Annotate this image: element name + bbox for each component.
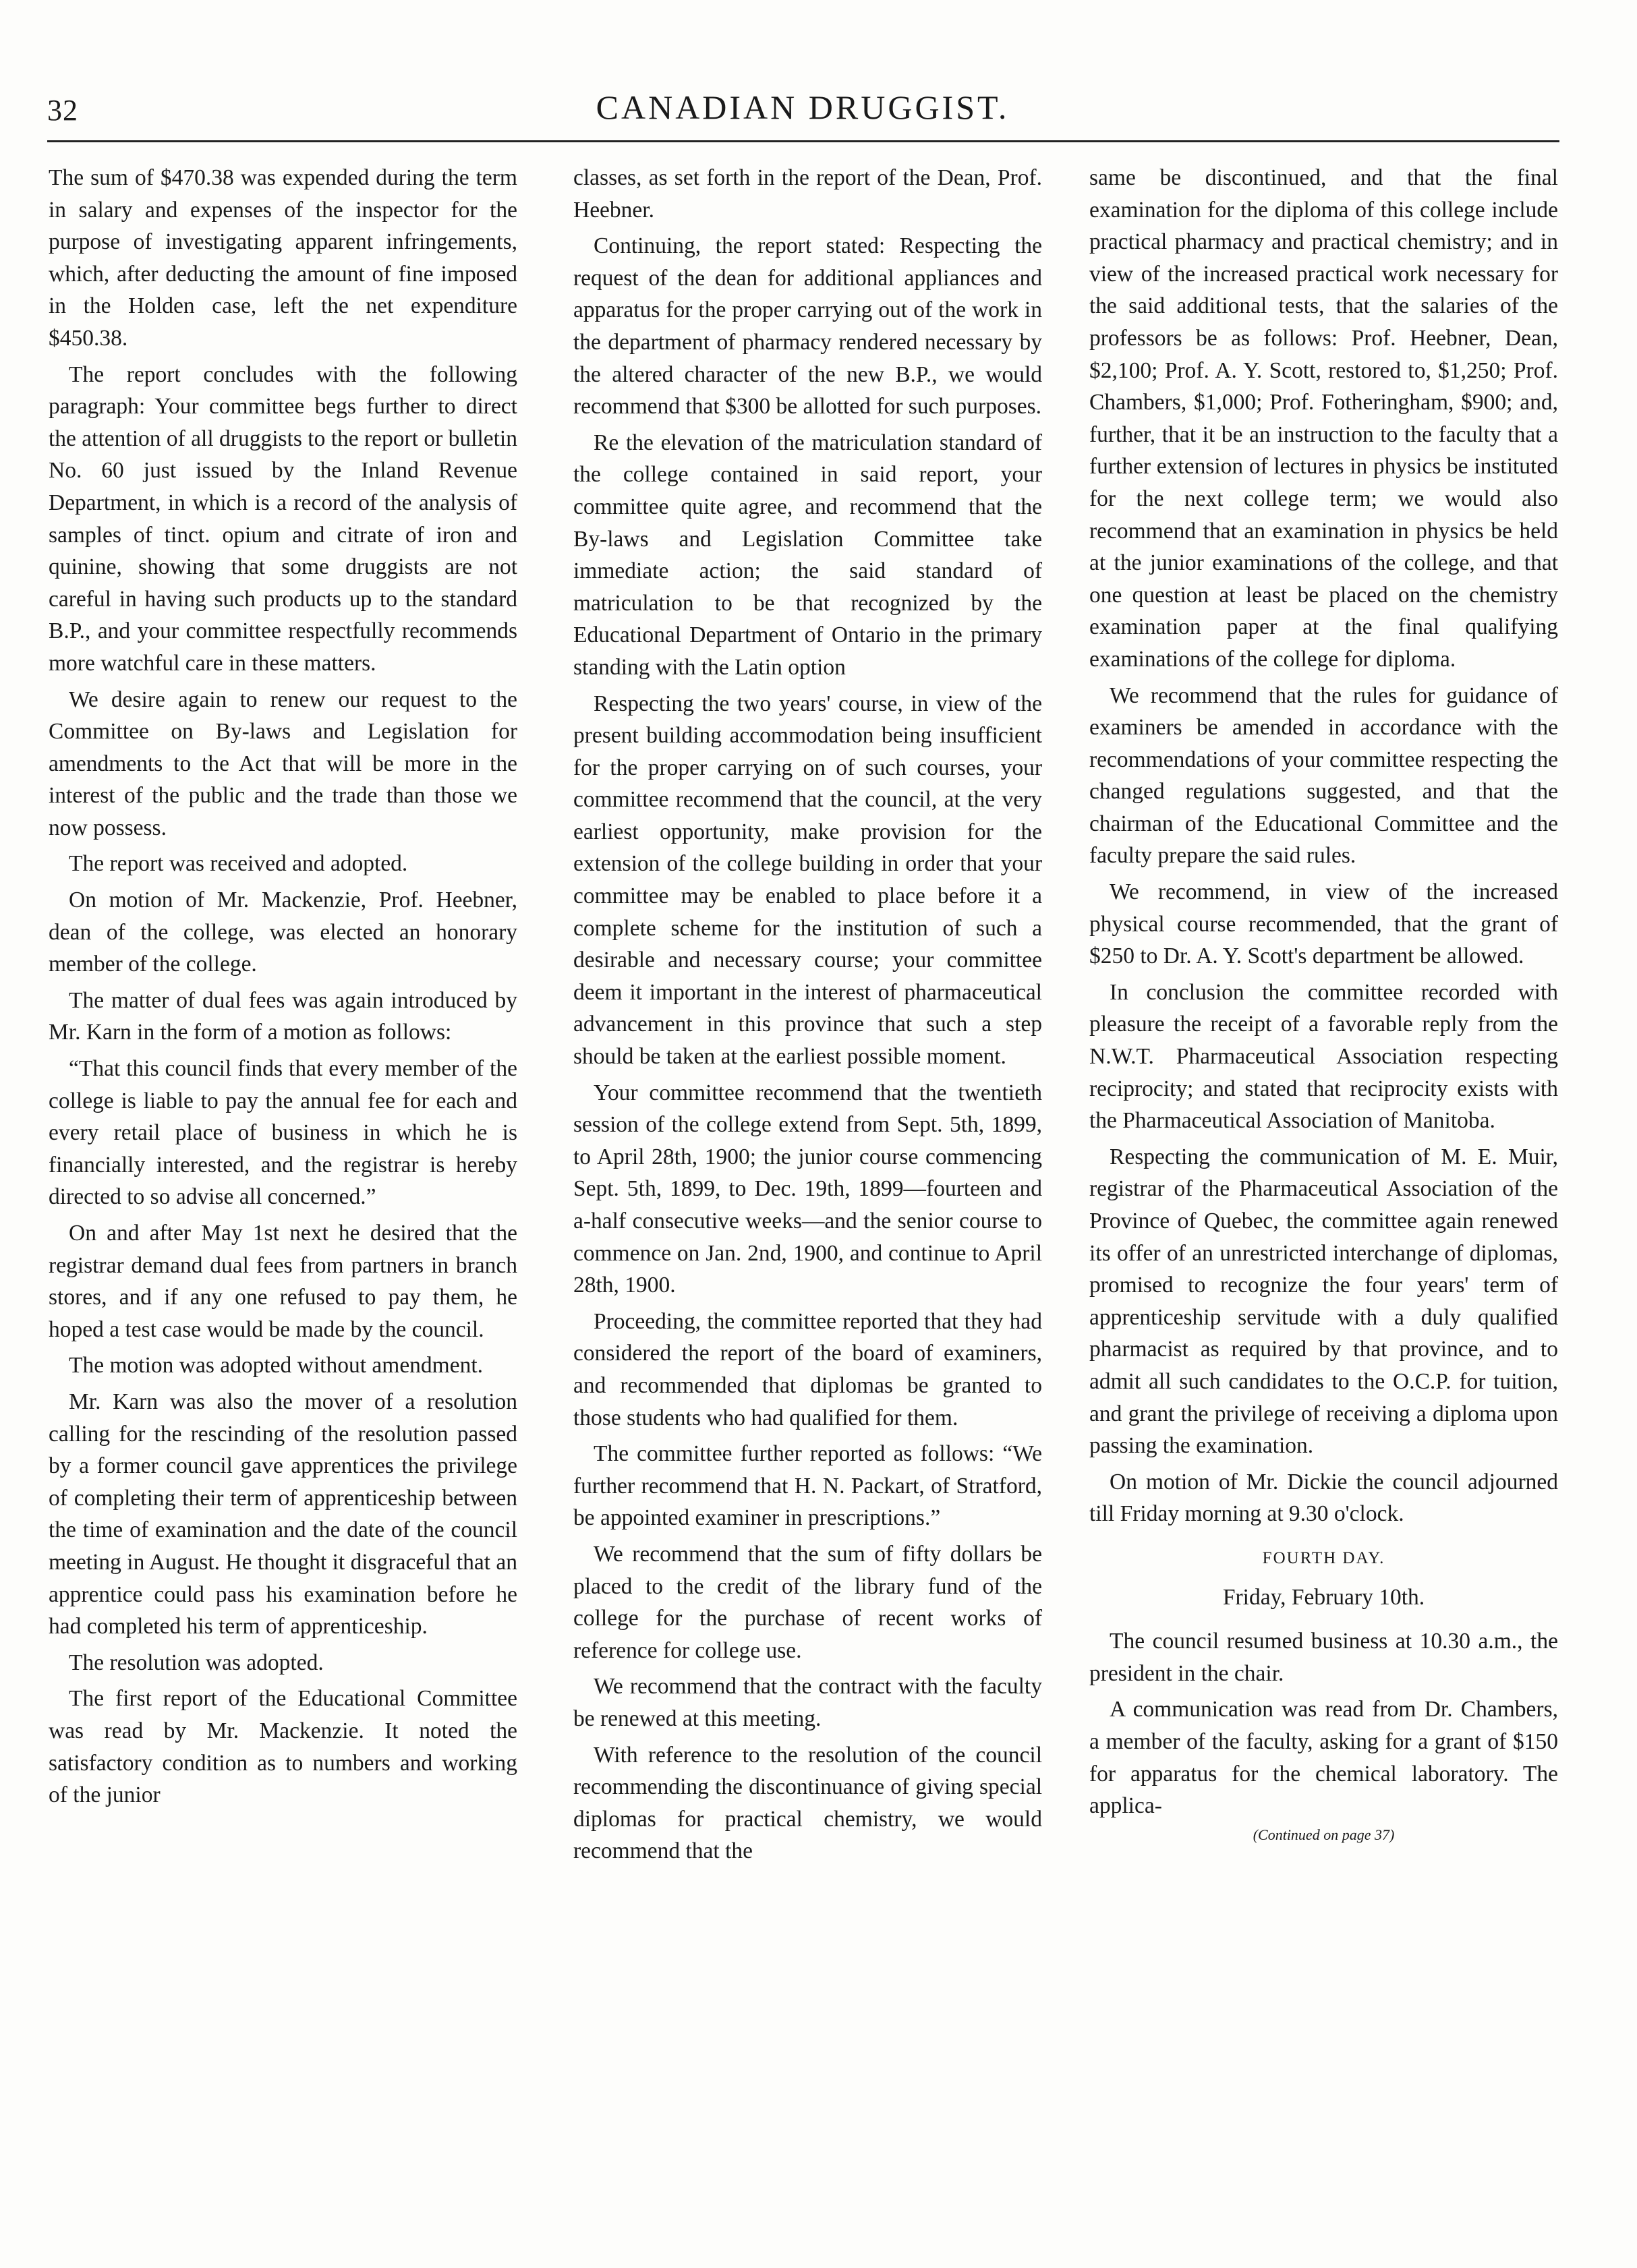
paragraph: The motion was adopted without amendment. [69, 1353, 484, 1378]
paragraph: Your committee recommend that the twentieth session of the college extend from Sept. 5th, 1899, to April 28th, 1900; the junior course commencing Sept. 5th, 1899, to Dec. 19th, 1899—fourteen and a-half consecutive weeks—and the senior course to commence on Jan. 2nd, 1900, and continue to April 28th, 1900. [573, 1080, 1042, 1298]
text-column-1 [49, 162, 517, 1815]
paragraph: We recommend that the sum of fifty dollars be placed to the credit of the library fund of the college for the purchase of recent works of reference for college use. [573, 1541, 1042, 1663]
paragraph: On motion of Mr. Dickie the council adjourned till Friday morning at 9.30 o'clock. [1089, 1469, 1558, 1527]
paragraph: Mr. Karn was also the mover of a resolution calling for the rescinding of the resolution passed by a former council gave apprentices the privilege of completing their term of apprenticeship between the time of examination and the date of the council meeting in August. He thought it disgraceful that an apprentice could pass his examination before he had completed his term of apprenticeship. [49, 1389, 517, 1639]
paragraph: Proceeding, the committee reported that they had considered the report of the board of examiners, and recommended that diplomas be granted to those students who had qualified for them. [573, 1308, 1042, 1430]
paragraph: We desire again to renew our request to the Committee on By-laws and Legislation for amendments to the Act that will be more in the interest of the public and the trade than those we now possess. [49, 687, 517, 840]
paragraph: classes, as set forth in the report of the Dean, Prof. Heebner. [573, 165, 1042, 223]
running-title: CANADIAN DRUGGIST. [596, 88, 1010, 126]
paragraph: On motion of Mr. Mackenzie, Prof. Heebner, dean of the college, was elected an honorary member of the college. [49, 888, 517, 977]
paragraph: In conclusion the committee recorded with pleasure the receipt of a favorable reply from the N.W.T. Pharmaceutical Association respecting reciprocity; and stated that reciprocity exists with the Pharmaceutical Association of Manitoba. [1089, 979, 1558, 1134]
paragraph: On and after May 1st next he desired that the registrar demand dual fees from partners in branch stores, and if any one refused to pay them, he hoped a test case would be made by the council. [49, 1221, 517, 1342]
paragraph: The report concludes with the following paragraph: Your committee begs further to direct the attention of all druggists to the report or bulletin No. 60 just issued by the Inland Revenue Department, in which is a record of the analysis of samples of tinct. opium and citrate of iron and quinine, showing that some druggists are not careful in having such products up to the standard B.P., and your committee respectfully recommends more watchful care in these matters. [49, 361, 517, 676]
paragraph: The matter of dual fees was again introduced by Mr. Karn in the form of a motion as follows: [49, 987, 517, 1045]
paragraph: The resolution was adopted. [69, 1650, 324, 1675]
paragraph: The committee further reported as follows: “We further recommend that H. N. Packart, of Stratford, be appointed examiner in prescriptions.” [573, 1441, 1042, 1531]
paragraph: The council resumed business at 10.30 a.m., the president in the chair. [1089, 1629, 1558, 1686]
paragraph: We recommend that the contract with the faculty be renewed at this meeting. [573, 1674, 1042, 1731]
paragraph: We recommend, in view of the increased physical course recommended, that the grant of $250 to Dr. A. Y. Scott's department be allowed. [1089, 879, 1558, 969]
paragraph: With reference to the resolution of the council recommending the discontinuance of giving special diplomas for practical chemistry, we would recommend that the [573, 1742, 1042, 1864]
paragraph: The report was received and adopted. [69, 851, 408, 877]
section-date: Friday, February 10th. [1222, 1584, 1425, 1610]
paragraph: Re the elevation of the matriculation standard of the college contained in said report, your committee quite agree, and recommend that the By-laws and Legislation Committee take immediate action; the said standard of matriculation to be that recognized by the Educational Department of Ontario in the primary standing with the Latin option [573, 430, 1042, 680]
continued-note: (Continued on page 37) [1253, 1826, 1395, 1843]
page-number: 32 [47, 94, 78, 127]
paragraph: same be discontinued, and that the final examination for the diploma of this college include practical pharmacy and practical chemistry; and in view of the increased practical work necessary for the said additional tests, that the salaries of the professors be as follows: Prof. Heebner, Dean, $2,100; Prof. A. Y. Scott, restored to, $1,250; Prof. Chambers, $1,000; Prof. Fotheringham, $900; and, further, that it be an instruction to the faculty that a further extension of lectures in physics be instituted for the next college term; we would also recommend that an examination in physics be held at the junior examinations of the college, and that one question at least be placed on the chemistry examination paper at the final qualifying examinations of the college for diploma. [1089, 165, 1558, 672]
text-column-3 [1089, 162, 1558, 1844]
paragraph: “That this council finds that every member of the college is liable to pay the annual fee for each and every retail place of business in which he is financially interested, and the registrar is hereby directed to so advise all concerned.” [49, 1056, 517, 1210]
section-heading: FOURTH DAY. [1262, 1548, 1385, 1567]
text-column-2 [573, 162, 1042, 1871]
paragraph: Continuing, the report stated: Respecting the request of the dean for additional appliances and apparatus for the proper carrying out of the work in the department of pharmacy rendered necessary by the altered character of the new B.P., we would recommend that $300 be allotted for such purposes. [573, 233, 1042, 419]
paragraph: We recommend that the rules for guidance of examiners be amended in accordance with the recommendations of your committee respecting the changed regulations suggested, and that the chairman of the Educational Committee and the faculty prepare the said rules. [1089, 682, 1558, 869]
paragraph: Respecting the communication of M. E. Muir, registrar of the Pharmaceutical Association of the Province of Quebec, the committee again renewed its offer of an unrestricted interchange of diplomas, promised to recognize the four years' term of apprenticeship servitude with a duly qualified pharmacist as required by that province, and to admit all such candidates to the O.C.P. for tuition, and grant the privilege of receiving a diploma upon passing the examination. [1089, 1144, 1558, 1459]
header-rule [47, 140, 1559, 142]
paragraph: The first report of the Educational Committee was read by Mr. Mackenzie. It noted the satisfactory condition as to numbers and working of the junior [49, 1686, 517, 1808]
paragraph: Respecting the two years' course, in view of the present building accommodation being insufficient for the proper carrying on of such courses, your committee recommend that the council, at the very earliest opportunity, make provision for the extension of the college building in order that your committee may be enabled to place before it a complete scheme for the institution of such a desirable and necessary course; your committee deem it important in the interest of pharmaceutical advancement in this province that such a step should be taken at the earliest possible moment. [573, 691, 1042, 1070]
page-header [47, 88, 1558, 135]
paragraph: The sum of $470.38 was expended during the term in salary and expenses of the inspector for the purpose of investigating apparent infringements, which, after deducting the amount of fine imposed in the Holden case, left the net expenditure $450.38. [49, 165, 517, 351]
paragraph: A communication was read from Dr. Chambers, a member of the faculty, asking for a grant of $150 for apparatus for the chemical laboratory. The applica- [1089, 1697, 1558, 1819]
